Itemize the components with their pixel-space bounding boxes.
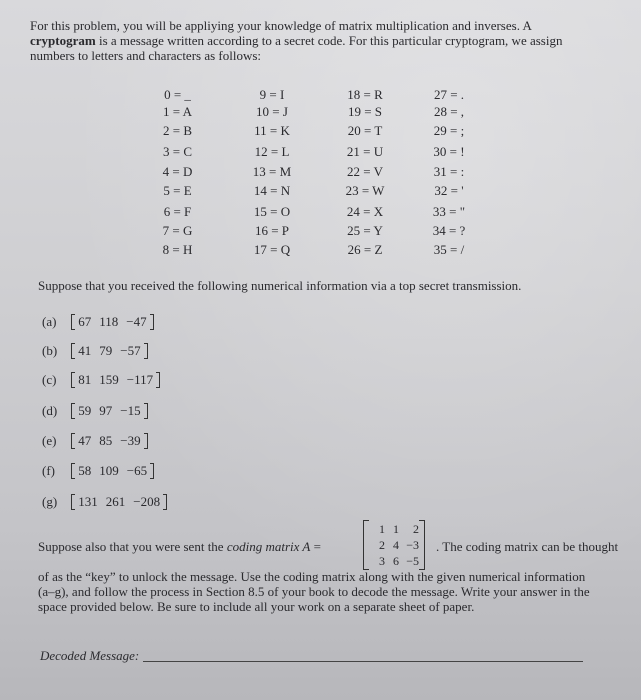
coding-after: . The coding matrix can be thought bbox=[436, 539, 619, 554]
code-cell: 28 = , bbox=[433, 104, 465, 119]
coding-matrix bbox=[363, 520, 425, 570]
vector-item bbox=[42, 494, 167, 510]
cryptogram-term: cryptogram bbox=[30, 33, 96, 48]
code-cell: 5 = E bbox=[163, 183, 192, 198]
intro-line-1: For this problem, you will be appliying your knowledge of matrix multiplication and inverses. A bbox=[30, 18, 532, 33]
row-vector bbox=[71, 314, 153, 330]
code-cell: 18 = R bbox=[347, 87, 383, 102]
code-cell: 23 = W bbox=[345, 183, 385, 198]
intro-line-2 bbox=[30, 33, 562, 48]
vector-label: (f) bbox=[42, 463, 55, 478]
vector-label: (g) bbox=[42, 494, 58, 509]
matrix-entry: 1 bbox=[379, 522, 385, 536]
vector-entry: −15 bbox=[120, 403, 141, 418]
vector-item bbox=[42, 403, 148, 419]
vector-entry: 97 bbox=[99, 403, 113, 418]
vector-item bbox=[42, 343, 148, 359]
vector-item bbox=[42, 372, 160, 388]
code-cell: 26 = Z bbox=[347, 242, 383, 257]
vector-entry: −57 bbox=[120, 343, 141, 358]
row-vector bbox=[71, 372, 160, 388]
code-cell: 17 = Q bbox=[253, 242, 291, 257]
row-vector bbox=[71, 343, 147, 359]
coding-matrix-term: coding matrix A bbox=[226, 539, 311, 554]
code-cell: 11 = K bbox=[254, 123, 290, 138]
intro-text bbox=[30, 18, 562, 63]
row-vector bbox=[71, 494, 167, 510]
vector-item bbox=[42, 433, 148, 449]
code-cell: 25 = Y bbox=[347, 223, 383, 238]
row-vector bbox=[71, 463, 154, 479]
code-cell: 35 = / bbox=[433, 242, 465, 257]
instructions-paragraph bbox=[38, 569, 590, 614]
code-cell: 1 = A bbox=[162, 104, 192, 119]
row-vector bbox=[71, 433, 147, 449]
matrix-entry: 6 bbox=[393, 554, 399, 568]
matrix-entry: −5 bbox=[406, 554, 419, 568]
vector-entry: 47 bbox=[78, 433, 92, 448]
coding-before: Suppose also that you were sent the bbox=[38, 539, 227, 554]
intro-line-3: numbers to letters and characters as follows: bbox=[30, 48, 262, 63]
code-cell: 31 = : bbox=[433, 164, 465, 179]
intro-line-2-rest: is a message written according to a secret code. For this particular cryptogram, we assign bbox=[95, 33, 563, 48]
vector-entry: −65 bbox=[126, 463, 148, 478]
vector-label: (e) bbox=[42, 433, 57, 448]
code-cell: 14 = N bbox=[253, 183, 291, 198]
code-cell: 33 = " bbox=[432, 204, 466, 219]
code-cell: 8 = H bbox=[162, 242, 193, 257]
vector-entry: 109 bbox=[99, 463, 119, 478]
vector-entry: 59 bbox=[78, 403, 92, 418]
code-cell: 0 = _ bbox=[164, 87, 191, 102]
vector-entry: 41 bbox=[78, 343, 92, 358]
matrix-entry: 4 bbox=[393, 538, 399, 552]
vector-entry: −117 bbox=[126, 372, 154, 387]
code-cell: 4 = D bbox=[162, 164, 193, 179]
matrix-row bbox=[367, 538, 421, 554]
vector-entry: 131 bbox=[78, 494, 98, 509]
code-cell: 24 = X bbox=[346, 204, 384, 219]
code-cell: 2 = B bbox=[162, 123, 192, 138]
matrix-entry: 1 bbox=[393, 522, 399, 536]
matrix-entry: 2 bbox=[379, 538, 385, 552]
code-cell: 12 = L bbox=[254, 144, 290, 159]
vector-entry: 81 bbox=[78, 372, 92, 387]
code-cell: 22 = V bbox=[347, 164, 383, 179]
code-cell: 32 = ' bbox=[434, 183, 464, 198]
code-cell: 10 = J bbox=[256, 104, 288, 119]
row-vector bbox=[71, 403, 147, 419]
code-cell: 16 = P bbox=[254, 223, 290, 238]
vector-entry: 261 bbox=[105, 494, 126, 509]
code-cell: 9 = I bbox=[259, 87, 285, 102]
vector-entry: 118 bbox=[99, 314, 119, 329]
vector-entry: 159 bbox=[99, 372, 119, 387]
decoded-message-answer-line[interactable] bbox=[143, 661, 583, 662]
decoded-message-label: Decoded Message: bbox=[40, 648, 140, 663]
coding-equals: = bbox=[310, 539, 321, 554]
vector-label: (d) bbox=[42, 403, 58, 418]
matrix-entry: −3 bbox=[406, 538, 419, 552]
code-cell: 20 = T bbox=[347, 123, 383, 138]
vector-entry: 58 bbox=[78, 463, 92, 478]
vector-entry: 85 bbox=[99, 433, 113, 448]
vector-item bbox=[42, 314, 154, 330]
vector-label: (b) bbox=[42, 343, 58, 358]
instructions-line-1: of as the “key” to unlock the message. Use the coding matrix along with the given numerical information bbox=[38, 569, 586, 584]
vector-entry: −39 bbox=[120, 433, 141, 448]
vector-label: (a) bbox=[42, 314, 57, 329]
vector-item bbox=[42, 463, 154, 479]
vector-entry: −47 bbox=[126, 314, 147, 329]
matrix-row bbox=[367, 554, 421, 570]
vector-entry: 79 bbox=[99, 343, 113, 358]
code-cell: 27 = . bbox=[433, 87, 465, 102]
code-cell: 29 = ; bbox=[433, 123, 465, 138]
matrix-row bbox=[367, 522, 421, 538]
instructions-line-2: (a–g), and follow the process in Section 8.5 of your book to decode the message. Write your answer in the bbox=[38, 584, 590, 599]
code-cell: 30 = ! bbox=[433, 144, 465, 159]
coding-matrix-sentence bbox=[38, 539, 321, 555]
vector-entry: −208 bbox=[133, 494, 161, 509]
code-cell: 15 = O bbox=[253, 204, 291, 219]
instructions-line-3: space provided below. Be sure to include all your work on a separate sheet of paper. bbox=[38, 599, 475, 614]
code-cell: 3 = C bbox=[162, 144, 192, 159]
code-cell: 7 = G bbox=[162, 223, 193, 238]
code-cell: 19 = S bbox=[347, 104, 383, 119]
code-cell: 34 = ? bbox=[432, 223, 466, 238]
vector-entry: 67 bbox=[78, 314, 92, 329]
code-cell: 21 = U bbox=[346, 144, 384, 159]
matrix-entry: 3 bbox=[379, 554, 385, 568]
code-cell: 13 = M bbox=[252, 164, 292, 179]
code-cell: 6 = F bbox=[163, 204, 192, 219]
matrix-entry: 2 bbox=[413, 522, 419, 536]
transmission-intro: Suppose that you received the following numerical information via a top secret transmission. bbox=[38, 278, 522, 293]
vector-label: (c) bbox=[42, 372, 57, 387]
